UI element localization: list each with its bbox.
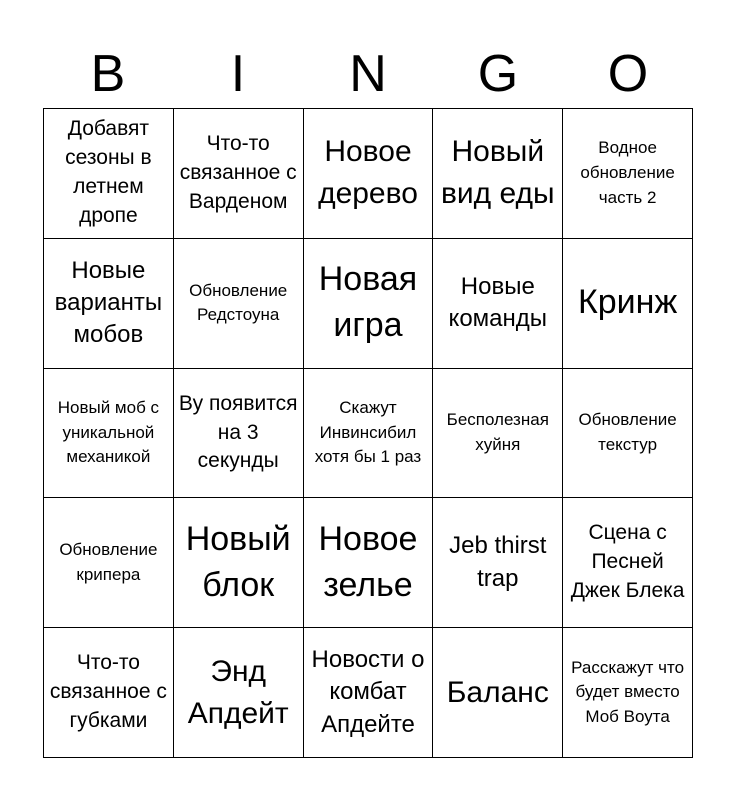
bingo-cell[interactable]: Бесполезная хуйня (433, 369, 563, 499)
bingo-cell[interactable]: Ву появится на 3 секунды (174, 369, 304, 499)
bingo-cell[interactable]: Новые команды (433, 239, 563, 369)
bingo-cell[interactable]: Расскажут что будет вместо Моб Воута (563, 628, 693, 758)
bingo-cell[interactable]: Энд Апдейт (174, 628, 304, 758)
bingo-cell[interactable]: Водное обновление часть 2 (563, 109, 693, 239)
bingo-cell[interactable]: Новые варианты мобов (44, 239, 174, 369)
bingo-cell[interactable]: Сцена с Песней Джек Блека (563, 498, 693, 628)
bingo-cell[interactable]: Новый вид еды (433, 109, 563, 239)
bingo-cell[interactable]: Что-то связанное с губками (44, 628, 174, 758)
bingo-cell[interactable]: Jeb thirst trap (433, 498, 563, 628)
bingo-cell[interactable]: Добавят сезоны в летнем дропе (44, 109, 174, 239)
bingo-cell[interactable]: Кринж (563, 239, 693, 369)
bingo-cell[interactable]: Новая игра (304, 239, 434, 369)
bingo-cell[interactable]: Обновление текстур (563, 369, 693, 499)
bingo-cell[interactable]: Новое дерево (304, 109, 434, 239)
bingo-cell[interactable]: Новости о комбат Апдейте (304, 628, 434, 758)
header-letter-b: B (90, 45, 126, 103)
bingo-cell[interactable]: Скажут Инвинсибил хотя бы 1 раз (304, 369, 434, 499)
bingo-cell[interactable]: Что-то связанное с Варденом (174, 109, 304, 239)
bingo-cell[interactable]: Новый блок (174, 498, 304, 628)
bingo-cell[interactable]: Баланс (433, 628, 563, 758)
bingo-cell[interactable]: Новый моб с уникальной механикой (44, 369, 174, 499)
bingo-cell[interactable]: Новое зелье (304, 498, 434, 628)
header-letter-i: I (230, 45, 246, 103)
header-letter-n: N (349, 45, 387, 103)
header-letter-o: O (607, 45, 649, 103)
bingo-header (43, 40, 693, 108)
bingo-grid (43, 108, 693, 758)
header-letter-g: G (477, 45, 519, 103)
bingo-cell[interactable]: Обновление крипера (44, 498, 174, 628)
bingo-cell[interactable]: Обновление Редстоуна (174, 239, 304, 369)
